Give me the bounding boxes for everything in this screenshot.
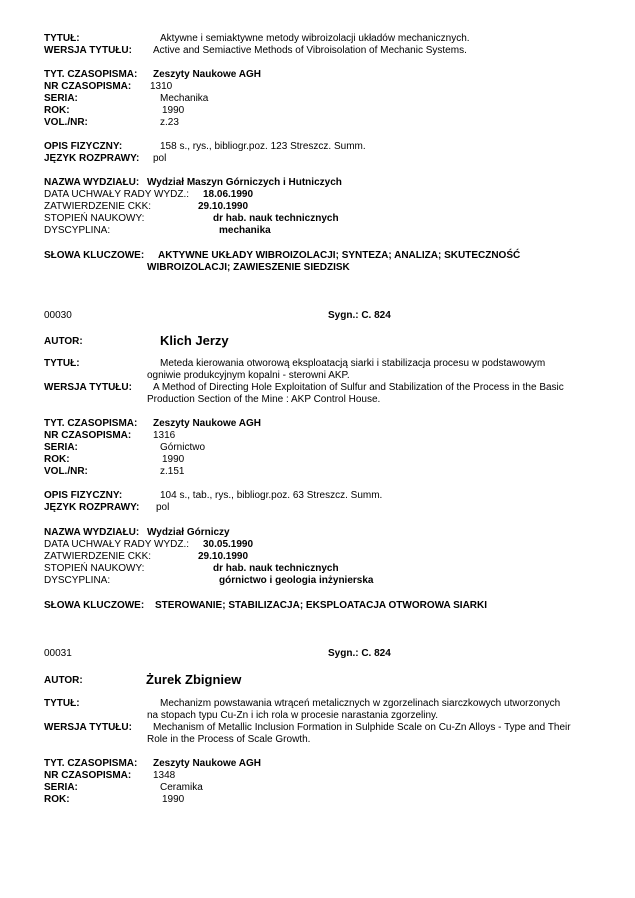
journal-no-label: NR CZASOPISMA: xyxy=(44,770,132,781)
series-label: SERIA: xyxy=(44,782,78,793)
journal-no-value: 1348 xyxy=(153,770,176,781)
discipline-label: DYSCYPLINA: xyxy=(44,575,111,586)
physical-value: 104 s., tab., rys., bibliogr.poz. 63 Streszcz. Summ. xyxy=(160,490,383,501)
title-value: Aktywne i semiaktywne metody wibroizolacji układów mechanicznych. xyxy=(160,33,470,44)
journal-no-label: NR CZASOPISMA: xyxy=(44,430,132,441)
vol-label: VOL./NR: xyxy=(44,466,88,477)
degree-value: dr hab. nauk technicznych xyxy=(213,213,339,224)
language-label: JĘZYK ROZPRAWY: xyxy=(44,502,140,513)
keywords-value-line2: WIBROIZOLACJI; ZAWIESZENIE SIEDZISK xyxy=(147,262,350,273)
title-version-label: WERSJA TYTUŁU: xyxy=(44,45,132,56)
title-label: TYTUŁ: xyxy=(44,33,80,44)
series-label: SERIA: xyxy=(44,93,78,104)
physical-label: OPIS FIZYCZNY: xyxy=(44,490,123,501)
faculty-label: NAZWA WYDZIAŁU: xyxy=(44,527,140,538)
series-value: Mechanika xyxy=(160,93,209,104)
discipline-value: górnictwo i geologia inżynierska xyxy=(219,575,374,586)
discipline-label: DYSCYPLINA: xyxy=(44,225,111,236)
journal-no-value: 1310 xyxy=(150,81,173,92)
resolution-date-label: DATA UCHWAŁY RADY WYDZ.: xyxy=(44,189,190,200)
journal-label: TYT. CZASOPISMA: xyxy=(44,69,138,80)
title-version-value-line2: Role in the Process of Scale Growth. xyxy=(147,734,311,745)
vol-value: z.23 xyxy=(160,117,179,128)
series-label: SERIA: xyxy=(44,442,78,453)
journal-no-label: NR CZASOPISMA: xyxy=(44,81,132,92)
resolution-date-label: DATA UCHWAŁY RADY WYDZ.: xyxy=(44,539,190,550)
language-value: pol xyxy=(156,502,170,513)
signature: Sygn.: C. 824 xyxy=(328,310,391,321)
title-version-label: WERSJA TYTUŁU: xyxy=(44,722,132,733)
title-label: TYTUŁ: xyxy=(44,358,80,369)
approved-label: ZATWIERDZENIE CKK: xyxy=(44,551,152,562)
year-label: ROK: xyxy=(44,105,70,116)
vol-value: z.151 xyxy=(160,466,185,477)
year-value: 1990 xyxy=(162,794,185,805)
record-number: 00030 xyxy=(44,310,72,321)
title-value-line2: na stopach typu Cu-Zn i ich rola w procesie narastania zgorzeliny. xyxy=(147,710,439,721)
language-label: JĘZYK ROZPRAWY: xyxy=(44,153,140,164)
title-version-label: WERSJA TYTUŁU: xyxy=(44,382,132,393)
approved-value: 29.10.1990 xyxy=(198,551,249,562)
faculty-value: Wydział Maszyn Górniczych i Hutniczych xyxy=(147,177,342,188)
journal-value: Zeszyty Naukowe AGH xyxy=(153,418,261,429)
language-value: pol xyxy=(153,153,167,164)
title-version-value-line2: Production Section of the Mine : AKP Control House. xyxy=(147,394,381,405)
title-version-value: Active and Semiactive Methods of Vibroisolation of Mechanic Systems. xyxy=(153,45,467,56)
discipline-value: mechanika xyxy=(219,225,271,236)
year-value: 1990 xyxy=(162,105,185,116)
approved-value: 29.10.1990 xyxy=(198,201,249,212)
author-name: Żurek Zbigniew xyxy=(146,672,242,687)
degree-label: STOPIEŃ NAUKOWY: xyxy=(44,563,145,574)
title-value-line1: Mechanizm powstawania wtrąceń metalicznych w zgorzelinach siarczkowych utworzonych xyxy=(160,698,561,709)
keywords-value-line1: AKTYWNE UKŁADY WIBROIZOLACJI; SYNTEZA; ANALIZA; SKUTECZNOŚĆ xyxy=(158,250,521,261)
title-value-line1: Meteda kierowania otworową eksploatacją siarki i stabilizacja procesu w podstawowym xyxy=(160,358,546,369)
resolution-date-value: 30.05.1990 xyxy=(203,539,254,550)
series-value: Górnictwo xyxy=(160,442,206,453)
signature: Sygn.: C. 824 xyxy=(328,648,391,659)
author-name: Klich Jerzy xyxy=(160,333,229,348)
author-label: AUTOR: xyxy=(44,675,83,686)
series-value: Ceramika xyxy=(160,782,203,793)
journal-label: TYT. CZASOPISMA: xyxy=(44,418,138,429)
journal-no-value: 1316 xyxy=(153,430,176,441)
title-value-line2: ogniwie produkcyjnym kopalni - sterowni AKP. xyxy=(147,370,350,381)
year-label: ROK: xyxy=(44,794,70,805)
keywords-value: STEROWANIE; STABILIZACJA; EKSPLOATACJA OTWOROWA SIARKI xyxy=(155,600,488,611)
title-version-value-line1: A Method of Directing Hole Exploitation of Sulfur and Stabilization of the Process in the Basic xyxy=(153,382,564,393)
year-label: ROK: xyxy=(44,454,70,465)
title-label: TYTUŁ: xyxy=(44,698,80,709)
approved-label: ZATWIERDZENIE CKK: xyxy=(44,201,152,212)
year-value: 1990 xyxy=(162,454,185,465)
author-label: AUTOR: xyxy=(44,336,83,347)
degree-label: STOPIEŃ NAUKOWY: xyxy=(44,213,145,224)
journal-label: TYT. CZASOPISMA: xyxy=(44,758,138,769)
resolution-date-value: 18.06.1990 xyxy=(203,189,254,200)
journal-value: Zeszyty Naukowe AGH xyxy=(153,758,261,769)
journal-value: Zeszyty Naukowe AGH xyxy=(153,69,261,80)
physical-label: OPIS FIZYCZNY: xyxy=(44,141,123,152)
record-number: 00031 xyxy=(44,648,72,659)
vol-label: VOL./NR: xyxy=(44,117,88,128)
keywords-label: SŁOWA KLUCZOWE: xyxy=(44,600,145,611)
faculty-label: NAZWA WYDZIAŁU: xyxy=(44,177,140,188)
physical-value: 158 s., rys., bibliogr.poz. 123 Streszcz. Summ. xyxy=(160,141,366,152)
degree-value: dr hab. nauk technicznych xyxy=(213,563,339,574)
faculty-value: Wydział Górniczy xyxy=(147,527,230,538)
title-version-value-line1: Mechanism of Metallic Inclusion Formation in Sulphide Scale on Cu-Zn Alloys - Type and Their xyxy=(153,722,571,733)
keywords-label: SŁOWA KLUCZOWE: xyxy=(44,250,145,261)
